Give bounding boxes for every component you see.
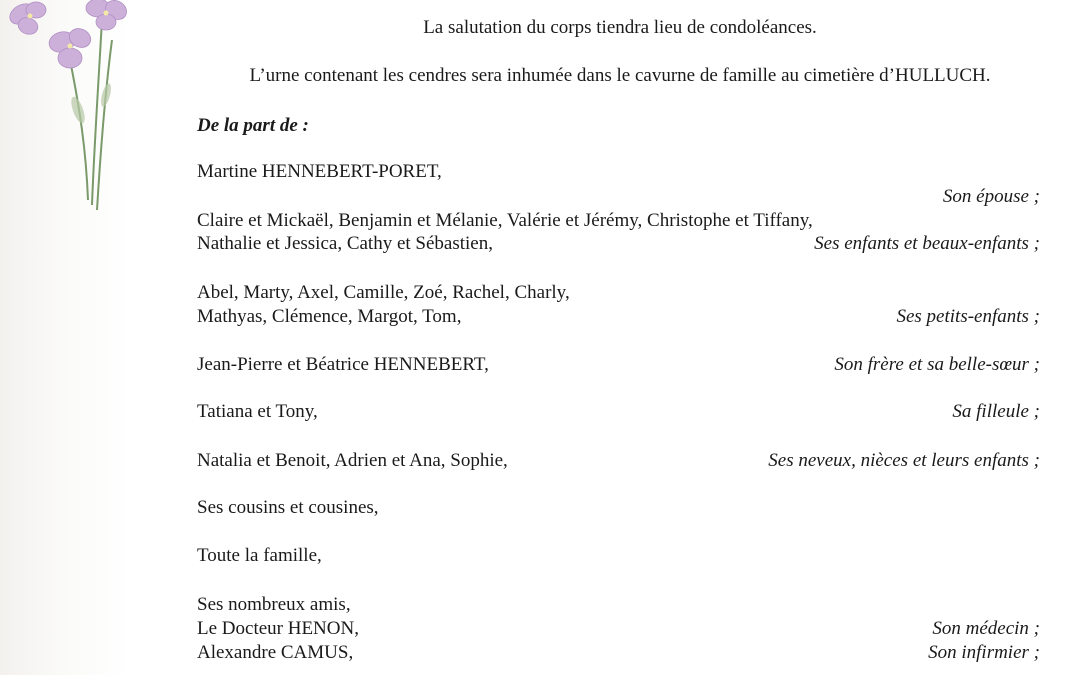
family-name-line: Claire et Mickaël, Benjamin et Mélanie, Valérie et Jérémy, Christophe et Tiffany, <box>197 210 813 231</box>
family-name-line: Ses nombreux amis, <box>197 594 351 615</box>
family-name-line: Le Docteur HENON, <box>197 618 359 639</box>
family-name-line: Natalia et Benoit, Adrien et Ana, Sophie, <box>197 450 508 471</box>
family-name-line: Toute la famille, <box>197 545 322 566</box>
family-relation: Sa filleule ; <box>952 401 1040 422</box>
family-relation: Son médecin ; <box>932 618 1040 639</box>
family-relation: Son épouse ; <box>942 186 1040 207</box>
salutation-line: La salutation du corps tiendra lieu de condoléances. <box>423 17 817 38</box>
family-relation: Ses enfants et beaux-enfants ; <box>814 233 1040 254</box>
urn-line: L’urne contenant les cendres sera inhumée dans le cavurne de famille au cimetière d’HULLUCH. <box>249 65 991 86</box>
family-name-line: Martine HENNEBERT-PORET, <box>197 161 442 182</box>
family-name-line: Alexandre CAMUS, <box>197 642 354 663</box>
family-relation: Son infirmier ; <box>928 642 1040 663</box>
family-relation: Son frère et sa belle-sœur ; <box>834 354 1040 375</box>
family-name-line: Abel, Marty, Axel, Camille, Zoé, Rachel, Charly, <box>197 282 570 303</box>
family-name-line: Jean-Pierre et Béatrice HENNEBERT, <box>197 354 489 375</box>
family-relation: Ses neveux, nièces et leurs enfants ; <box>768 450 1040 471</box>
from-heading: De la part de : <box>197 115 309 136</box>
family-relation: Ses petits-enfants ; <box>896 306 1040 327</box>
family-name-line: Nathalie et Jessica, Cathy et Sébastien, <box>197 233 493 254</box>
family-name-line: Mathyas, Clémence, Margot, Tom, <box>197 306 462 327</box>
family-name-line: Tatiana et Tony, <box>197 401 318 422</box>
family-name-line: Ses cousins et cousines, <box>197 497 379 518</box>
